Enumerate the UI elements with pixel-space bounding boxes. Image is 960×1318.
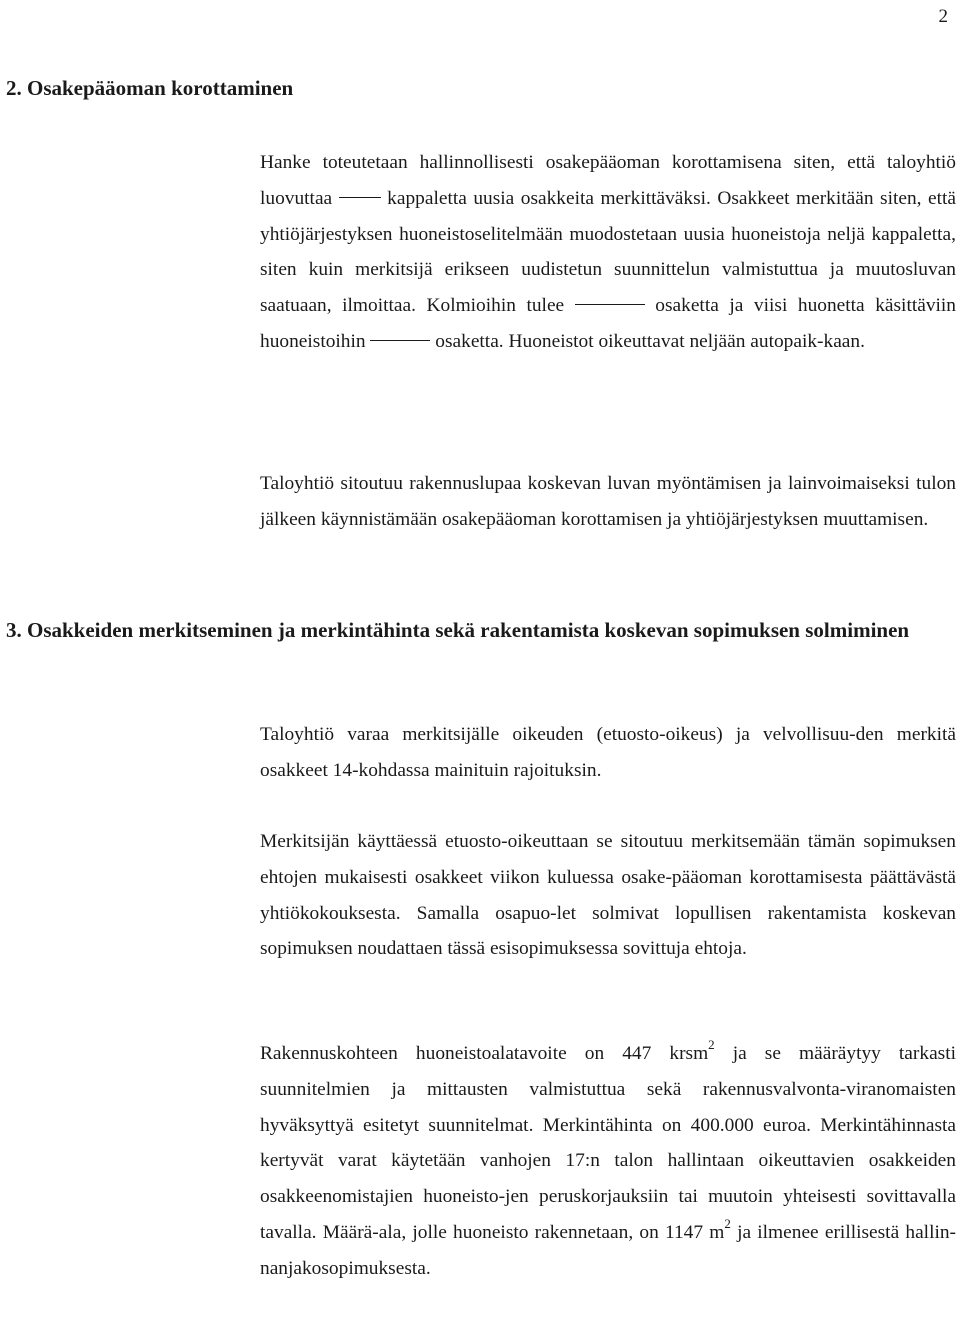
paragraph-text: ja se määräytyy tarkasti suunnitelmien ja mittausten valmistuttua sekä rakennusvalvonta-viranomaisten hyväksyttyä esitetyt suunnitelmat. Merkintähinta on 400.000 euroa. Merkintähinnasta kertyvät varat käytetään vanhojen 17:n talon hallintaan oikeuttavien osakkeiden osakkeenomistajien huoneisto-jen peruskorjauksiin tai muutoin yhteisesti sovittavalla tavalla. Määrä-ala, jolle huoneisto rakennetaan, on 1147 m <box>260 1043 956 1243</box>
section-3-paragraph-3 <box>260 1036 956 1287</box>
paragraph-text: osaketta ja viisi huonetta käsittäviin huoneistoihin <box>260 295 956 352</box>
paragraph-text: osaketta. Huoneistot oikeuttavat neljään autopaik-kaan. <box>430 330 865 352</box>
superscript: 2 <box>708 1037 715 1052</box>
paragraph-text: kappaletta uusia osakkeita merkittäväksi. Osakkeet merkitään siten, että yhtiöjärjestyksen huoneistoselitelmään muodostetaan uusia huoneistoja neljä kappaletta, siten kuin merkitsijä erikseen uudistetun suunnittelun valmistuttua ja muutosluvan saatuaan, ilmoittaa. Kolmioihin tulee <box>260 187 956 317</box>
superscript: 2 <box>724 1215 731 1231</box>
paragraph-text: Rakennuskohteen huoneistoalatavoite on 447 krsm <box>260 1043 709 1064</box>
section-2-paragraph-2: Taloyhtiö sitoutuu rakennuslupaa koskevan luvan myöntämisen ja lainvoimaiseksi tulon jälkeen käynnistämään osakepääoman korottamisen ja yhtiöjärjestyksen muuttamisen. <box>260 473 956 530</box>
paragraph-text: ja ilmenee erillisestä hallin-nanjakosopimuksesta. <box>260 1221 956 1279</box>
blank-field-count <box>339 196 381 198</box>
section-2-heading: 2. Osakepääoman korottaminen <box>6 76 294 100</box>
blank-field-triplex <box>575 303 645 305</box>
paragraph-text: Hanke toteutetaan hallinnollisesti osakepääoman korottamisena siten, että taloyhtiö luovuttaa <box>260 152 956 209</box>
section-3-heading: 3. Osakkeiden merkitseminen ja merkintähinta sekä rakentamista koskevan sopimuksen solmiminen <box>6 618 910 642</box>
section-3-paragraph-2: Merkitsijän käyttäessä etuosto-oikeuttaan se sitoutuu merkitsemään tämän sopimuksen ehtojen mukaisesti osakkeet viikon kuluessa osake-pääoman korottamisesta päättävästä yhtiökokouksesta. Samalla osapuo-let solmivat lopullisen rakentamista koskevan sopimuksen noudattaen tässä esisopimuksessa sovittuja ehtoja. <box>260 831 956 960</box>
blank-field-fiveroom <box>370 339 430 341</box>
section-3-paragraph-1: Taloyhtiö varaa merkitsijälle oikeuden (etuosto-oikeus) ja velvollisuu-den merkitä osakkeet 14-kohdassa mainituin rajoituksin. <box>260 724 956 781</box>
page-number: 2 <box>938 6 948 27</box>
section-2-paragraph-1 <box>260 145 956 360</box>
